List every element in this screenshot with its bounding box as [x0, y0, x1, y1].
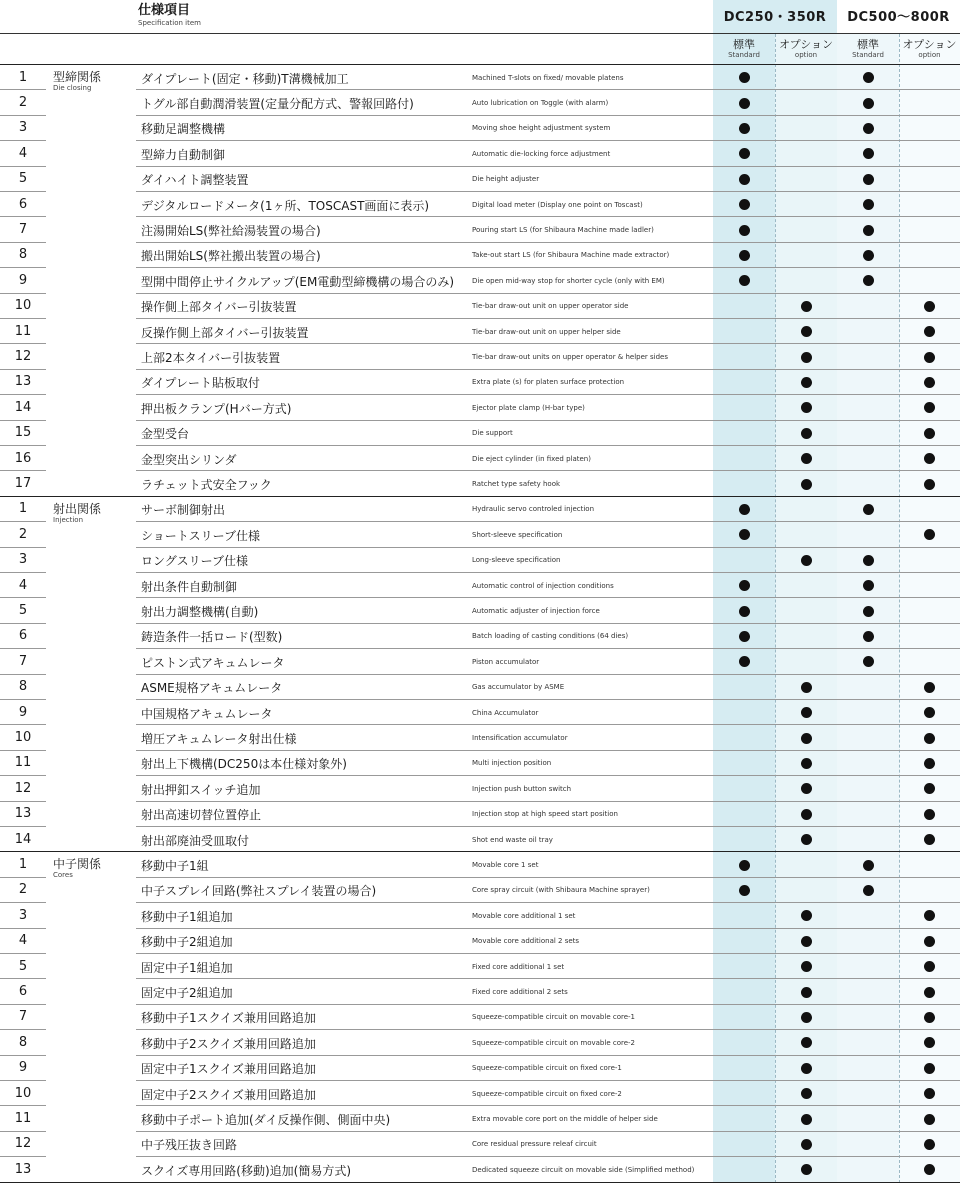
spec-item-jp: 金型突出シリンダ [141, 452, 237, 467]
row-number: 3 [18, 120, 28, 136]
spec-item-en: Movable core additional 2 sets [472, 937, 580, 946]
row-number: 15 [14, 425, 32, 441]
spec-item-jp: 反操作側上部タイバー引抜装置 [141, 325, 309, 340]
spec-item-en: Injection stop at high speed start position [472, 810, 618, 819]
standard-dot-icon [739, 606, 750, 617]
spec-item-jp: 中国規格アキュムレータ [141, 706, 273, 721]
spec-item-jp: 固定中子1組追加 [141, 960, 233, 975]
standard-dot-icon [863, 504, 874, 515]
row-number: 12 [14, 780, 32, 796]
group-label-jp: 射出関係 [53, 501, 102, 516]
table-row [0, 243, 960, 268]
table-row [0, 649, 960, 674]
spec-item-en: Multi injection position [472, 759, 552, 768]
row-number: 7 [18, 222, 28, 238]
spec-item-en: Piston accumulator [472, 657, 540, 666]
spec-item-en: Long-sleeve specification [472, 556, 561, 565]
spec-item-jp: 操作側上部タイバー引抜装置 [141, 300, 297, 315]
table-row [0, 954, 960, 979]
spec-item-en: Pouring start LS (for Shibaura Machine made ladler) [472, 226, 654, 235]
spec-item-jp: 射出上下機構(DC250は本仕様対象外) [141, 757, 347, 772]
option-dot-icon [801, 733, 812, 744]
option-dot-icon [801, 1088, 812, 1099]
spec-item-jp: 上部2本タイバー引抜装置 [141, 351, 281, 366]
row-number: 14 [14, 831, 32, 847]
dc500-option-heading [899, 34, 960, 64]
dc500-standard-heading [837, 34, 899, 64]
option-dot-icon [801, 834, 812, 845]
spec-item-en: Ratchet type safety hook [472, 480, 561, 489]
table-row [0, 522, 960, 547]
model-dc500-800r: DC500～800R [837, 0, 960, 33]
option-dot-icon [924, 352, 935, 363]
spec-item-en: China Accumulator [472, 708, 539, 717]
standard-dot-icon [863, 98, 874, 109]
row-number: 17 [14, 476, 32, 492]
option-dot-icon [924, 834, 935, 845]
group-label [53, 857, 101, 879]
row-number: 2 [18, 882, 28, 898]
row-number: 16 [14, 450, 32, 466]
standard-dot-icon [863, 199, 874, 210]
row-number: 1 [18, 69, 28, 85]
standard-dot-icon [739, 174, 750, 185]
row-number: 10 [14, 730, 32, 746]
row-number: 2 [18, 526, 28, 542]
table-row [0, 929, 960, 954]
table-row [0, 776, 960, 801]
spec-item-en: Short-sleeve specification [472, 530, 563, 539]
standard-dot-icon [863, 250, 874, 261]
option-dot-icon [924, 682, 935, 693]
option-dot-icon [924, 1012, 935, 1023]
spec-item-jp: 鋳造条件一括ロード(型数) [141, 630, 283, 645]
option-dot-icon [801, 987, 812, 998]
spec-item-en: Hydraulic servo controled injection [472, 505, 595, 514]
spec-item-jp: 射出力調整機構(自動) [141, 605, 259, 620]
option-dot-icon [801, 1063, 812, 1074]
option-dot-icon [801, 301, 812, 312]
spec-item-en: Injection push button switch [472, 784, 572, 793]
standard-label-en: Standard [852, 51, 884, 59]
spec-item-jp: 中子スプレイ回路(弊社スプレイ装置の場合) [141, 884, 377, 899]
option-dot-icon [801, 758, 812, 769]
option-dot-icon [924, 758, 935, 769]
table-row [0, 1132, 960, 1157]
option-dot-icon [801, 809, 812, 820]
row-number: 8 [18, 1034, 28, 1050]
spec-item-en: Core spray circuit (with Shibaura Machine sprayer) [472, 886, 650, 895]
option-dot-icon [924, 301, 935, 312]
spec-item-jp: 移動中子2スクイズ兼用回路追加 [141, 1036, 316, 1051]
row-number: 9 [18, 1060, 28, 1076]
standard-dot-icon [739, 860, 750, 871]
row-number: 8 [18, 679, 28, 695]
standard-dot-icon [863, 72, 874, 83]
standard-dot-icon [739, 98, 750, 109]
spec-item-jp: 増圧アキュムレータ射出仕様 [141, 732, 297, 747]
spec-item-en: Tie-bar draw-out units on upper operator & helper sides [472, 353, 669, 362]
table-row [0, 344, 960, 369]
option-dot-icon [801, 936, 812, 947]
table-row [0, 802, 960, 827]
spec-item-en: Dedicated squeeze circuit on movable side (Simplified method) [472, 1165, 695, 1174]
group-label [53, 70, 101, 92]
sub-header [0, 34, 960, 64]
spec-item-jp: デジタルロードメータ(1ヶ所、TOSCAST画面に表示) [141, 198, 430, 213]
spec-item-jp: 射出押釦スイッチ追加 [141, 782, 261, 797]
spec-item-en: Extra plate (s) for platen surface protection [472, 378, 625, 387]
row-number: 12 [14, 349, 32, 365]
spec-item-jp: 金型受台 [141, 427, 190, 442]
row-number: 7 [18, 1009, 28, 1025]
standard-label-jp: 標準 [857, 38, 879, 51]
option-dot-icon [924, 1063, 935, 1074]
row-number: 6 [18, 196, 28, 212]
spec-item-en: Die support [472, 429, 513, 438]
spec-item-en: Die eject cylinder (in fixed platen) [472, 454, 591, 463]
spec-item-jp: 固定中子1スクイズ兼用回路追加 [141, 1062, 316, 1077]
option-dot-icon [924, 733, 935, 744]
spec-item-jp: 移動中子ポート追加(ダイ反操作側、側面中央) [141, 1113, 391, 1128]
standard-dot-icon [739, 123, 750, 134]
option-dot-icon [924, 1114, 935, 1125]
table-row [0, 1081, 960, 1106]
spec-item-jp: ASME規格アキュムレータ [141, 681, 283, 696]
spec-item-en: Gas accumulator by ASME [472, 683, 565, 692]
standard-dot-icon [739, 148, 750, 159]
spec-item-en: Digital load meter (Display one point on Toscast) [472, 200, 643, 209]
table-row [0, 903, 960, 928]
option-dot-icon [924, 936, 935, 947]
option-dot-icon [924, 402, 935, 413]
group-label-en: Cores [53, 871, 73, 880]
spec-item-jp: 射出条件自動制御 [141, 579, 238, 594]
spec-item-en: Automatic adjuster of injection force [472, 607, 600, 616]
option-dot-icon [801, 428, 812, 439]
option-dot-icon [801, 326, 812, 337]
table-row [0, 573, 960, 598]
option-dot-icon [801, 453, 812, 464]
standard-dot-icon [863, 885, 874, 896]
standard-label-en: Standard [728, 51, 760, 59]
table-row [0, 90, 960, 115]
option-dot-icon [924, 1139, 935, 1150]
spec-item-en: Automatic control of injection conditions [472, 581, 614, 590]
option-dot-icon [924, 910, 935, 921]
option-dot-icon [924, 1088, 935, 1099]
row-number: 5 [18, 171, 28, 187]
spec-item-en: Tie-bar draw-out unit on upper helper side [472, 327, 621, 336]
option-dot-icon [801, 1012, 812, 1023]
option-dot-icon [801, 1037, 812, 1048]
option-dot-icon [924, 961, 935, 972]
spec-item-jp: 中子残圧抜き回路 [141, 1138, 238, 1153]
standard-dot-icon [739, 656, 750, 667]
spec-item-jp: 搬出開始LS(弊社搬出装置の場合) [141, 249, 321, 264]
option-dot-icon [924, 1164, 935, 1175]
standard-dot-icon [739, 631, 750, 642]
spec-item-jp: 注湯開始LS(弊社給湯装置の場合) [141, 224, 321, 239]
row-number: 3 [18, 907, 28, 923]
standard-dot-icon [863, 555, 874, 566]
table-row [0, 497, 960, 522]
table-row [0, 548, 960, 573]
spec-item-en: Ejector plate clamp (H-bar type) [472, 403, 585, 412]
option-dot-icon [924, 809, 935, 820]
dc250-standard-heading [713, 34, 775, 64]
spec-item-en: Core residual pressure releaf circuit [472, 1140, 597, 1149]
spec-item-jp: 型締力自動制御 [141, 147, 226, 162]
table-row [0, 294, 960, 319]
option-dot-icon [924, 479, 935, 490]
spec-item-jp: サーボ制御射出 [141, 503, 226, 518]
row-number: 11 [14, 323, 32, 339]
standard-dot-icon [739, 885, 750, 896]
table-row [0, 624, 960, 649]
option-label-jp: オプション [778, 38, 833, 51]
option-dot-icon [924, 453, 935, 464]
option-dot-icon [801, 682, 812, 693]
table-row [0, 827, 960, 852]
table-row [0, 1056, 960, 1081]
spec-item-jp: ダイハイト調整装置 [141, 173, 249, 188]
standard-dot-icon [863, 174, 874, 185]
standard-dot-icon [739, 199, 750, 210]
table-header [0, 0, 960, 33]
row-number: 11 [14, 755, 32, 771]
standard-dot-icon [863, 580, 874, 591]
row-number: 5 [18, 958, 28, 974]
table-row [0, 471, 960, 496]
spec-item-en: Tie-bar draw-out unit on upper operator side [472, 302, 629, 311]
group-label-jp: 型締関係 [53, 70, 102, 84]
standard-dot-icon [739, 529, 750, 540]
option-label-jp: オプション [902, 38, 957, 51]
option-dot-icon [801, 783, 812, 794]
spec-item-en: Shot end waste oil tray [472, 835, 553, 844]
standard-dot-icon [739, 504, 750, 515]
row-number: 2 [18, 95, 28, 111]
option-dot-icon [924, 377, 935, 388]
spec-item-heading-en: Specification item [138, 19, 201, 27]
spec-item-en: Moving shoe height adjustment system [472, 124, 611, 133]
spec-item-jp: 押出板クランプ(Hバー方式) [141, 401, 292, 416]
row-number: 14 [14, 399, 32, 415]
table-row [0, 65, 960, 90]
spec-item-en: Die height adjuster [472, 175, 540, 184]
standard-dot-icon [739, 225, 750, 236]
row-number: 3 [18, 552, 28, 568]
row-number: 13 [14, 806, 32, 822]
spec-item-jp: ラチェット式安全フック [141, 478, 272, 493]
group-label [53, 502, 101, 524]
table-row [0, 751, 960, 776]
spec-item-jp: 移動中子1組追加 [141, 909, 233, 924]
option-dot-icon [924, 529, 935, 540]
spec-item-jp: 射出高速切替位置停止 [141, 808, 262, 823]
table-row [0, 192, 960, 217]
standard-dot-icon [739, 275, 750, 286]
standard-dot-icon [739, 580, 750, 591]
model-dc250-350r: DC250・350R [713, 0, 837, 33]
option-dot-icon [924, 987, 935, 998]
spec-item-jp: 移動中子1組 [141, 859, 209, 874]
row-number: 10 [14, 298, 32, 314]
spec-item-heading [138, 3, 201, 28]
row-number: 9 [18, 272, 28, 288]
spec-item-en: Squeeze-compatible circuit on fixed core-2 [472, 1089, 622, 1098]
spec-item-jp: 移動足調整機構 [141, 122, 226, 137]
table-row [0, 370, 960, 395]
group-label-en: Injection [53, 515, 84, 524]
table-row [0, 1106, 960, 1131]
row-number: 12 [14, 1136, 32, 1152]
table-row [0, 700, 960, 725]
standard-label-jp: 標準 [733, 38, 755, 51]
table-row [0, 979, 960, 1004]
spec-item-jp: ダイプレート(固定・移動)T溝機械加工 [141, 71, 349, 86]
row-number: 4 [18, 577, 28, 593]
spec-item-jp: 移動中子1スクイズ兼用回路追加 [141, 1011, 316, 1026]
spec-item-jp: 移動中子2組追加 [141, 935, 233, 950]
row-number: 11 [14, 1111, 32, 1127]
standard-dot-icon [863, 225, 874, 236]
option-dot-icon [924, 707, 935, 718]
row-number: 4 [18, 145, 28, 161]
option-dot-icon [801, 961, 812, 972]
row-number: 1 [18, 501, 28, 517]
table-row [0, 878, 960, 903]
row-number: 6 [18, 628, 28, 644]
option-dot-icon [801, 352, 812, 363]
spec-item-en: Machined T-slots on fixed/ movable platens [472, 73, 624, 82]
option-label-en: option [918, 51, 941, 59]
option-dot-icon [924, 783, 935, 794]
table-row [0, 167, 960, 192]
option-dot-icon [924, 1037, 935, 1048]
option-dot-icon [801, 1114, 812, 1125]
spec-item-en: Automatic die-locking force adjustment [472, 149, 611, 158]
table-row [0, 141, 960, 166]
spec-item-en: Squeeze-compatible circuit on fixed core-1 [472, 1064, 622, 1073]
row-number: 7 [18, 653, 28, 669]
table-row [0, 446, 960, 471]
standard-dot-icon [863, 631, 874, 642]
spec-item-jp: 型開中間停止サイクルアップ(EM電動型締機構の場合のみ) [141, 274, 455, 289]
table-row [0, 116, 960, 141]
row-number: 10 [14, 1085, 32, 1101]
spec-item-en: Squeeze-compatible circuit on movable core-1 [472, 1013, 635, 1022]
spec-item-jp: ショートスリーブ仕様 [141, 528, 261, 543]
spec-item-jp: 射出部廃油受皿取付 [141, 833, 250, 848]
row-number: 6 [18, 984, 28, 1000]
spec-item-en: Fixed core additional 1 set [472, 962, 565, 971]
spec-item-en: Auto lubrication on Toggle (with alarm) [472, 99, 609, 108]
row-number: 1 [18, 857, 28, 873]
spec-item-en: Extra movable core port on the middle of helper side [472, 1115, 658, 1124]
group-label-jp: 中子関係 [53, 857, 102, 872]
table-row [0, 319, 960, 344]
option-dot-icon [801, 1139, 812, 1150]
spec-item-jp: ダイプレート貼板取付 [141, 376, 260, 391]
row-number: 5 [18, 603, 28, 619]
standard-dot-icon [739, 72, 750, 83]
dc250-option-heading [775, 34, 837, 64]
option-dot-icon [801, 377, 812, 388]
table-row [0, 852, 960, 880]
standard-dot-icon [863, 123, 874, 134]
option-dot-icon [801, 707, 812, 718]
table-row [0, 1030, 960, 1055]
option-dot-icon [924, 428, 935, 439]
spec-item-en: Squeeze-compatible circuit on movable core-2 [472, 1038, 635, 1047]
option-dot-icon [801, 1164, 812, 1175]
spec-item-en: Fixed core additional 2 sets [472, 988, 568, 997]
table-row [0, 217, 960, 242]
table-row [0, 268, 960, 293]
table-row [0, 1005, 960, 1030]
row-number: 13 [14, 1161, 32, 1177]
table-row [0, 395, 960, 420]
option-label-en: option [794, 51, 818, 59]
spec-item-heading-jp: 仕様項目 [138, 3, 191, 18]
table-row [0, 421, 960, 446]
standard-dot-icon [863, 148, 874, 159]
row-number: 9 [18, 704, 28, 720]
option-dot-icon [801, 479, 812, 490]
table-row [0, 675, 960, 700]
spec-item-en: Movable core additional 1 set [472, 911, 576, 920]
spec-item-jp: ピストン式アキュムレータ [141, 655, 285, 670]
spec-item-en: Movable core 1 set [472, 861, 539, 870]
spec-item-jp: スクイズ専用回路(移動)追加(簡易方式) [141, 1163, 352, 1178]
group-divider [0, 1182, 960, 1183]
row-number: 13 [14, 374, 32, 390]
standard-dot-icon [739, 250, 750, 261]
group-label-en: Die closing [53, 84, 92, 92]
spec-item-en: Intensification accumulator [472, 734, 568, 743]
standard-dot-icon [863, 606, 874, 617]
spec-item-en: Batch loading of casting conditions (64 dies) [472, 632, 629, 641]
spec-item-jp: トグル部自動潤滑装置(定量分配方式、警報回路付) [141, 97, 414, 112]
spec-item-jp: 固定中子2スクイズ兼用回路追加 [141, 1087, 316, 1102]
spec-item-en: Take-out start LS (for Shibaura Machine made extractor) [472, 251, 670, 260]
spec-item-jp: ロングスリーブ仕様 [141, 554, 249, 569]
spec-item-jp: 固定中子2組追加 [141, 986, 233, 1001]
row-number: 4 [18, 933, 28, 949]
option-dot-icon [924, 326, 935, 337]
standard-dot-icon [863, 275, 874, 286]
option-dot-icon [801, 910, 812, 921]
row-number: 8 [18, 247, 28, 263]
spec-item-en: Die open mid-way stop for shorter cycle (only with EM) [472, 276, 665, 285]
option-dot-icon [801, 555, 812, 566]
table-row [0, 598, 960, 623]
table-row [0, 725, 960, 750]
option-dot-icon [801, 402, 812, 413]
standard-dot-icon [863, 656, 874, 667]
standard-dot-icon [863, 860, 874, 871]
